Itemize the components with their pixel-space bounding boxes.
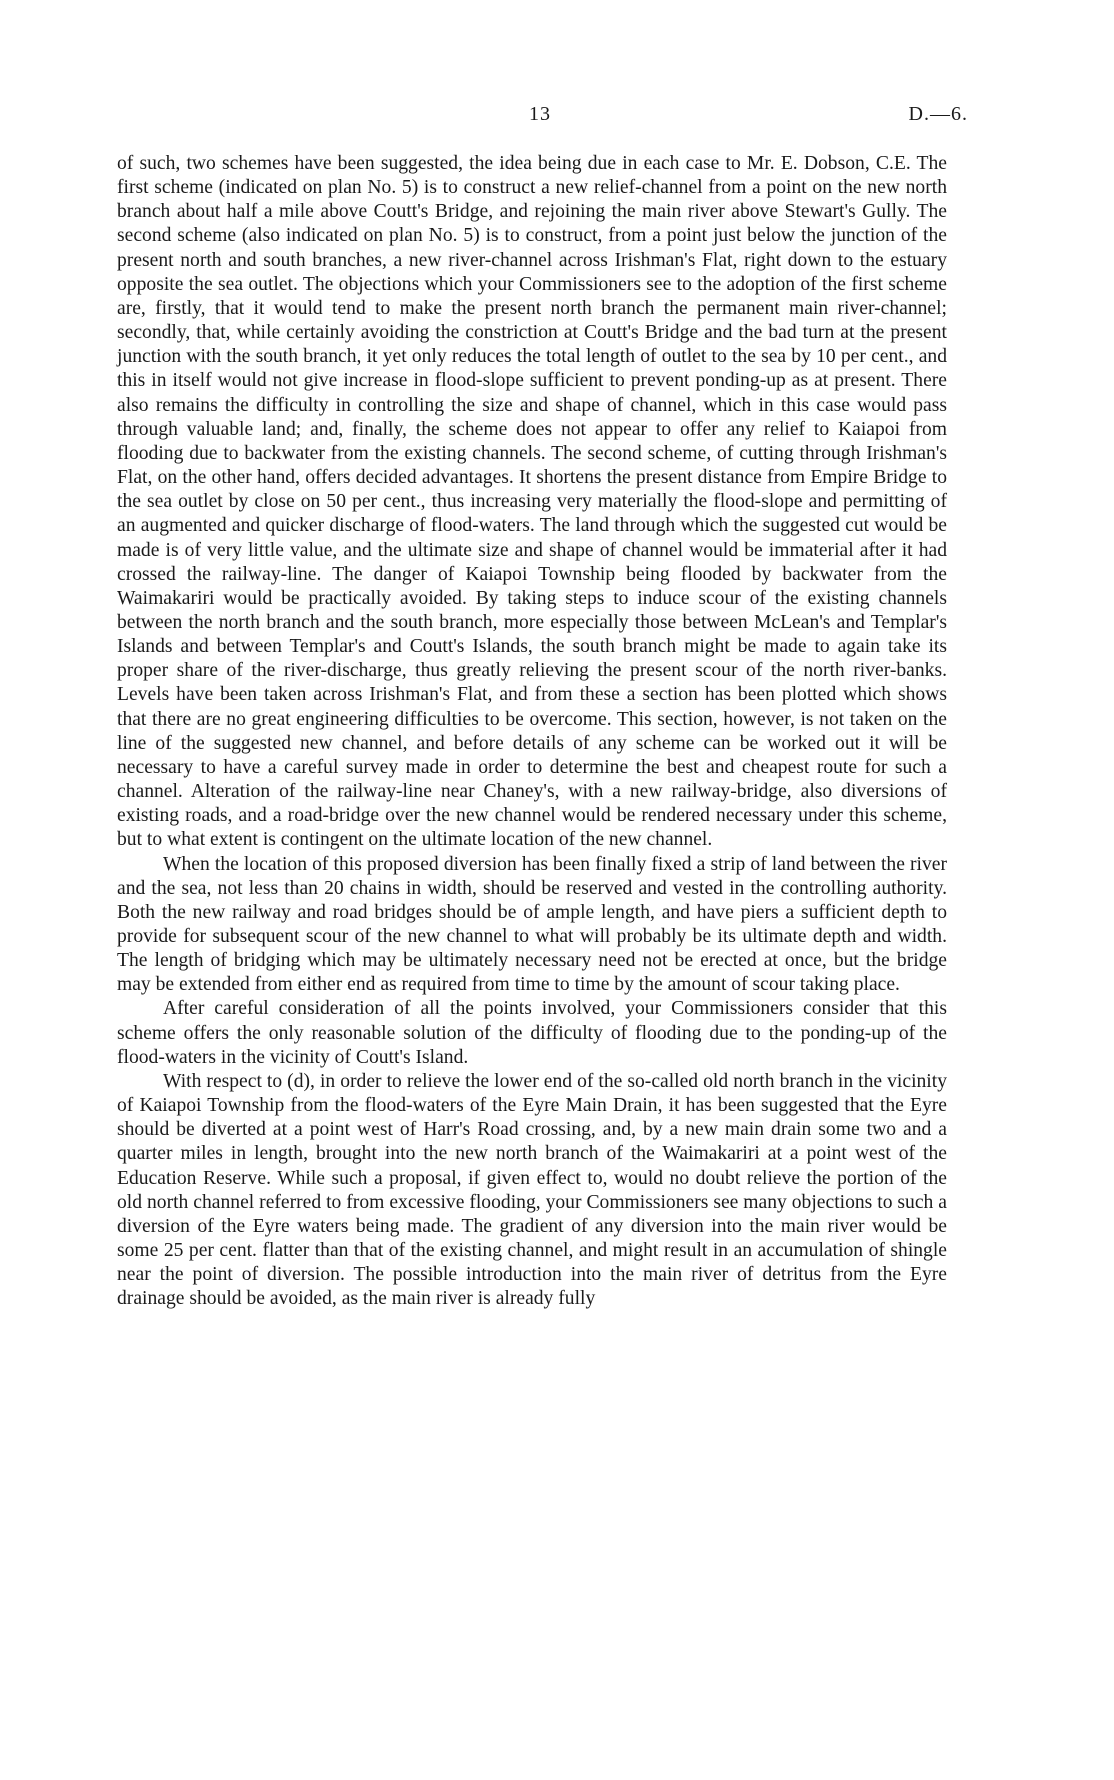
paragraph-diversion-location: When the location of this proposed diversion has been finally fixed a strip of land between the river and the sea, not less than 20 chains in width, should be reserved and vested in the controlling authority. Both the new railway and road bridges should be of ample length, and have piers a sufficient depth to provide for subsequent scour of the new channel to what will probably be its ultimate depth and width. The length of bridging which may be ultimately necessary need not be erected at once, but the bridge may be extended from either end as required from time to time by the amount of scour taking place. (117, 853, 947, 996)
paragraph-eyre-drain: With respect to (d), in order to relieve the lower end of the so-called old north branch in the vicinity of Kaiapoi Township from the flood-waters of the Eyre Main Drain, it has been suggested that the Eyre should be diverted at a point west of Harr's Road crossing, and, by a new main drain some two and a quarter miles in length, brought into the new north branch of the Waimakariri at a point west of the Education Reserve. While such a proposal, if given effect to, would no doubt relieve the portion of the old north channel referred to from excessive flooding, your Commissioners see many objections to such a diversion of the Eyre waters being made. The gradient of any diversion into the main river would be some 25 per cent. flatter than that of the existing channel, and might result in an accumulation of shingle near the point of diversion. The possible introduction into the main river of detritus from the Eyre drainage should be avoided, as the main river is already fully (117, 1070, 947, 1310)
paragraph-continued: of such, two schemes have been suggested, the idea being due in each case to Mr. E. Dobson, C.E. The first scheme (indicated on plan No. 5) is to construct a new relief-channel from a point on the new north branch about half a mile above Coutt's Bridge, and rejoining the main river above Stewart's Gully. The second scheme (also indicated on plan No. 5) is to construct, from a point just below the junction of the present north and south branches, a new river-channel across Irishman's Flat, right down to the estuary opposite the sea outlet. The objections which your Commissioners see to the adoption of the first scheme are, firstly, that it would tend to make the present north branch the permanent main river-channel; secondly, that, while certainly avoiding the constriction at Coutt's Bridge and the bad turn at the present junction with the south branch, it yet only reduces the total length of outlet to the sea by 10 per cent., and this in itself would not give increase in flood-slope sufficient to prevent ponding-up as at present. There also remains the difficulty in controlling the size and shape of channel, which in this case would pass through valuable land; and, finally, the scheme does not appear to offer any relief to Kaiapoi from flooding due to backwater from the existing channels. The second scheme, of cutting through Irishman's Flat, on the other hand, offers decided advantages. It shortens the present distance from Empire Bridge to the sea outlet by close on 50 per cent., thus increasing very materially the flood-slope and permitting of an augmented and quicker discharge of flood-waters. The land through which the suggested cut would be made is of very little value, and the ultimate size and shape of channel would be immaterial after it had crossed the railway-line. The danger of Kaiapoi Township being flooded by backwater from the Waimakariri would be practically avoided. By taking steps to induce scour of the existing channels between the north branch and the south branch, more especially those between McLean's and Templar's Islands and between Templar's and Coutt's Islands, the south branch might be made to again take its proper share of the river-discharge, thus greatly relieving the present scour of the north river-banks. Levels have been taken across Irishman's Flat, and from these a section has been plotted which shows that there are no great engineering difficulties to be overcome. This section, however, is not taken on the line of the suggested new channel, and before details of any scheme can be worked out it will be necessary to have a careful survey made in order to determine the best and cheapest route for such a channel. Alteration of the railway-line near Chaney's, with a new railway-bridge, also diversions of existing roads, and a road-bridge over the new channel would be rendered necessary under this scheme, but to what extent is contingent on the ultimate location of the new channel. (117, 153, 947, 851)
document-reference: D.—6. (908, 103, 968, 125)
page-number: 13 (529, 103, 551, 125)
paragraph-conclusion: After careful consideration of all the points involved, your Commissioners consider that this scheme offers the only reasonable solution of the difficulty of flooding due to the ponding-up of the flood-waters in the vicinity of Coutt's Island. (117, 998, 947, 1068)
body-text (117, 152, 947, 1312)
